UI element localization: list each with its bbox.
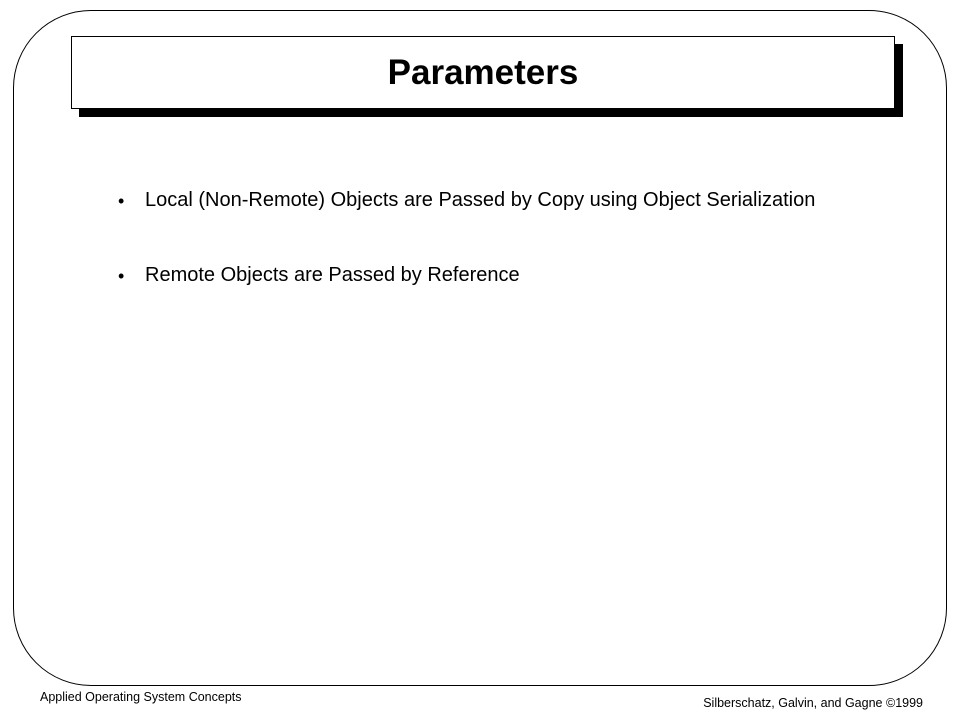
copyright-icon: © bbox=[885, 696, 896, 710]
bullet-dot-icon: • bbox=[118, 266, 125, 286]
bullet-item bbox=[118, 261, 838, 289]
footer-year: 1999 bbox=[895, 696, 923, 710]
footer-copyright bbox=[703, 697, 923, 710]
bullet-dot-icon: • bbox=[118, 191, 125, 211]
bullet-text: Remote Objects are Passed by Reference bbox=[145, 264, 520, 286]
title-box bbox=[71, 36, 895, 109]
bullet-text: Local (Non-Remote) Objects are Passed by Copy using Object Serialization bbox=[145, 189, 816, 211]
bullet-list bbox=[118, 186, 838, 336]
footer-authors: Silberschatz, Galvin, and Gagne bbox=[703, 696, 886, 710]
footer-course-title: Applied Operating System Concepts bbox=[40, 690, 242, 704]
slide-title: Parameters bbox=[387, 53, 579, 92]
bullet-item bbox=[118, 186, 838, 214]
